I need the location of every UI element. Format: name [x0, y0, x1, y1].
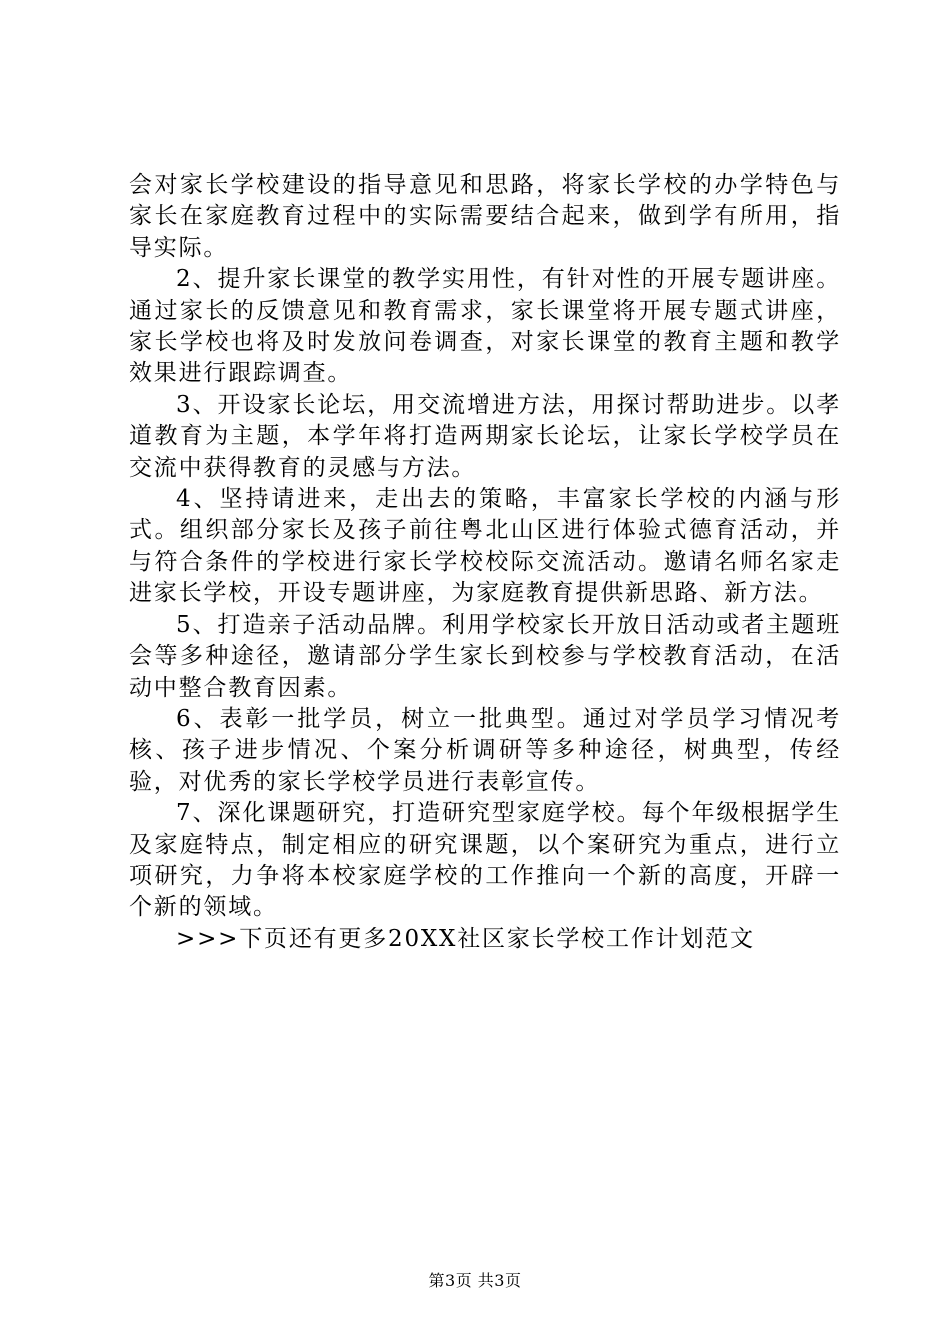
- paragraph-item-4: 4、坚持请进来，走出去的策略，丰富家长学校的内涵与形式。组织部分家长及孩子前往粤北山区进行体验式德育活动，并与符合条件的学校进行家长学校校际交流活动。邀请名师名家走进家长学校，开设专题讲座，为家庭教育提供新思路、新方法。: [129, 486, 841, 607]
- paragraph-item-7: 7、深化课题研究，打造研究型家庭学校。每个年级根据学生及家庭特点，制定相应的研究课题，以个案研究为重点，进行立项研究，力争将本校家庭学校的工作推向一个新的高度，开辟一个新的领域。: [129, 800, 841, 921]
- paragraph-continuation: 会对家长学校建设的指导意见和思路，将家长学校的办学特色与家长在家庭教育过程中的实际需要结合起来，做到学有所用，指导实际。: [129, 172, 841, 261]
- document-body: [129, 170, 841, 955]
- paragraph-item-5: 5、打造亲子活动品牌。利用学校家长开放日活动或者主题班会等多种途径，邀请部分学生家长到校参与学校教育活动，在活动中整合教育因素。: [129, 611, 841, 701]
- paragraph-item-6: 6、表彰一批学员，树立一批典型。通过对学员学习情况考核、孩子进步情况、个案分析调研等多种途径，树典型，传经验，对优秀的家长学校学员进行表彰宣传。: [129, 705, 841, 795]
- page-number-footer: 第3页 共3页: [428, 1271, 522, 1290]
- paragraph-item-2: 2、提升家长课堂的教学实用性，有针对性的开展专题讲座。通过家长的反馈意见和教育需求，家长课堂将开展专题式讲座，家长学校也将及时发放问卷调查，对家长课堂的教育主题和教学效果进行跟踪调查。: [129, 266, 841, 387]
- more-content-link: >>>下页还有更多20XX社区家长学校工作计划范文: [176, 925, 755, 952]
- paragraph-item-3: 3、开设家长论坛，用交流增进方法，用探讨帮助进步。以孝道教育为主题，本学年将打造两期家长论坛，让家长学校学员在交流中获得教育的灵感与方法。: [129, 391, 841, 481]
